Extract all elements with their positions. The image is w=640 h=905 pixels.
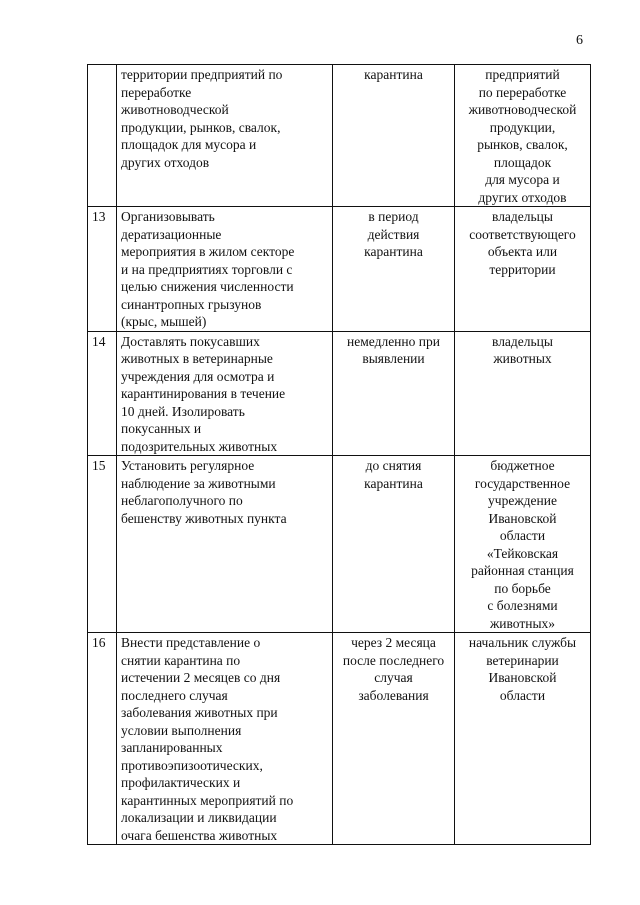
responsible-text-line: для мусора и (485, 172, 560, 187)
row-number-cell (88, 207, 117, 332)
measure-cell (117, 331, 333, 456)
row-number: 13 (92, 209, 106, 224)
measure-text-line: бешенству животных пункта (121, 510, 287, 526)
measure-text-line: переработке (121, 84, 192, 100)
term-text-line: в период (368, 209, 419, 224)
responsible-cell (455, 207, 591, 332)
measure-text-line: животноводческой (121, 102, 229, 117)
term-text-line: случая (374, 670, 413, 685)
measure-text-line: очага бешенства животных (121, 827, 278, 843)
responsible-cell (455, 331, 591, 456)
responsible-text-line: предприятий (485, 67, 560, 82)
measure-text-line: условии выполнения (121, 722, 242, 738)
term-cell (333, 456, 455, 633)
row-number: 15 (92, 458, 106, 473)
responsible-cell (455, 633, 591, 845)
responsible-text-line: с болезнями (487, 598, 558, 613)
measure-text-line: синантропных грызунов (121, 296, 262, 312)
responsible-text-line: по борьбе (494, 580, 551, 596)
measure-text-line: запланированных (121, 740, 223, 755)
responsible-text-line: животноводческой (468, 102, 577, 117)
measure-text-line: животных в ветеринарные (121, 351, 273, 366)
measure-text-line: карантинных мероприятий по (121, 792, 294, 808)
measure-text-line: мероприятия в жилом секторе (121, 244, 295, 259)
term-text-line: действия (367, 226, 420, 242)
responsible-text-line: животных» (489, 615, 556, 631)
responsible-text-line: владельцы (492, 333, 553, 349)
measure-text-line: площадок для мусора и (121, 137, 257, 152)
page-number: 6 (576, 33, 583, 48)
responsible-text-line: районная станция (471, 563, 574, 578)
term-cell (333, 331, 455, 456)
responsible-text-line: начальник службы (468, 635, 577, 650)
table-row (88, 65, 591, 207)
term-text-line: выявлении (362, 351, 425, 366)
term-text-line: после последнего (342, 652, 445, 668)
row-number: 16 (92, 635, 106, 650)
measures-table-body (88, 65, 591, 845)
responsible-text-line: объекта или (487, 244, 558, 259)
measure-text-line: 10 дней. Изолировать (121, 403, 245, 419)
measure-text-line: Доставлять покусавших (121, 333, 260, 349)
measure-text-line: покусанных и (121, 421, 202, 436)
measure-text-line: локализации и ликвидации (121, 810, 277, 825)
measure-text-line: территории предприятий по (121, 67, 283, 82)
term-cell (333, 633, 455, 845)
responsible-text-line: Ивановской (488, 670, 557, 685)
responsible-text-line: продукции, (489, 119, 556, 135)
responsible-cell (455, 456, 591, 633)
measure-text-line: дератизационные (121, 226, 222, 242)
responsible-text-line: учреждение (488, 493, 557, 508)
term-text-line: до снятия (365, 458, 422, 473)
responsible-text-line: площадок (493, 154, 552, 170)
responsible-text-line: животных (493, 351, 552, 366)
measure-cell (117, 633, 333, 845)
measure-text-line: Установить регулярное (121, 458, 255, 473)
row-number: 14 (92, 333, 106, 349)
measure-text-line: наблюдение за животными (121, 475, 276, 491)
term-cell (333, 207, 455, 332)
measure-cell (117, 65, 333, 207)
responsible-text-line: других отходов (478, 189, 567, 205)
measure-text-line: истечении 2 месяцев со дня (121, 670, 281, 685)
responsible-text-line: области (499, 687, 546, 703)
row-number-cell (88, 65, 117, 207)
table-row (88, 207, 591, 332)
measures-table (87, 64, 591, 845)
measure-text-line: заболевания животных при (121, 705, 278, 720)
measure-text-line: последнего случая (121, 687, 228, 703)
row-number-cell (88, 331, 117, 456)
table-row (88, 456, 591, 633)
responsible-text-line: соответствующего (469, 226, 576, 242)
term-cell (333, 65, 455, 207)
measure-text-line: карантинирования в течение (121, 386, 286, 401)
measure-text-line: (крыс, мышей) (121, 314, 207, 329)
row-number-cell (88, 633, 117, 845)
measure-text-line: противоэпизоотических, (121, 757, 263, 773)
term-text-line: через 2 месяца (351, 635, 436, 650)
measure-text-line: неблагополучного по (121, 493, 243, 508)
responsible-text-line: рынков, свалок, (477, 137, 568, 152)
measure-text-line: и на предприятиях торговли с (121, 261, 293, 277)
term-text-line: карантина (364, 475, 423, 491)
measure-text-line: подозрительных животных (121, 438, 278, 454)
measure-text-line: целью снижения численности (121, 279, 294, 294)
term-text-line: заболевания (358, 687, 429, 703)
responsible-text-line: ветеринарии (486, 652, 559, 668)
measure-text-line: продукции, рынков, свалок, (121, 119, 281, 135)
responsible-text-line: территории (489, 261, 556, 277)
measure-text-line: Внести представление о (121, 635, 261, 650)
measure-text-line: учреждения для осмотра и (121, 368, 275, 384)
responsible-text-line: «Тейковская (486, 545, 559, 561)
term-text-line: карантина (364, 67, 423, 82)
table-row (88, 633, 591, 845)
measure-text-line: других отходов (121, 154, 210, 170)
responsible-text-line: Ивановской (488, 510, 557, 526)
measure-text-line: Организовывать (121, 209, 215, 224)
row-number-cell (88, 456, 117, 633)
responsible-cell (455, 65, 591, 207)
measure-text-line: снятии карантина по (121, 652, 241, 668)
term-text-line: карантина (364, 244, 423, 259)
responsible-text-line: владельцы (492, 209, 553, 224)
table-row (88, 331, 591, 456)
responsible-text-line: области (499, 528, 546, 543)
term-text-line: немедленно при (347, 333, 440, 349)
measure-cell (117, 456, 333, 633)
responsible-text-line: бюджетное (490, 458, 555, 473)
responsible-text-line: государственное (474, 475, 571, 491)
responsible-text-line: по переработке (478, 84, 567, 100)
measure-cell (117, 207, 333, 332)
measure-text-line: профилактических и (121, 775, 241, 790)
